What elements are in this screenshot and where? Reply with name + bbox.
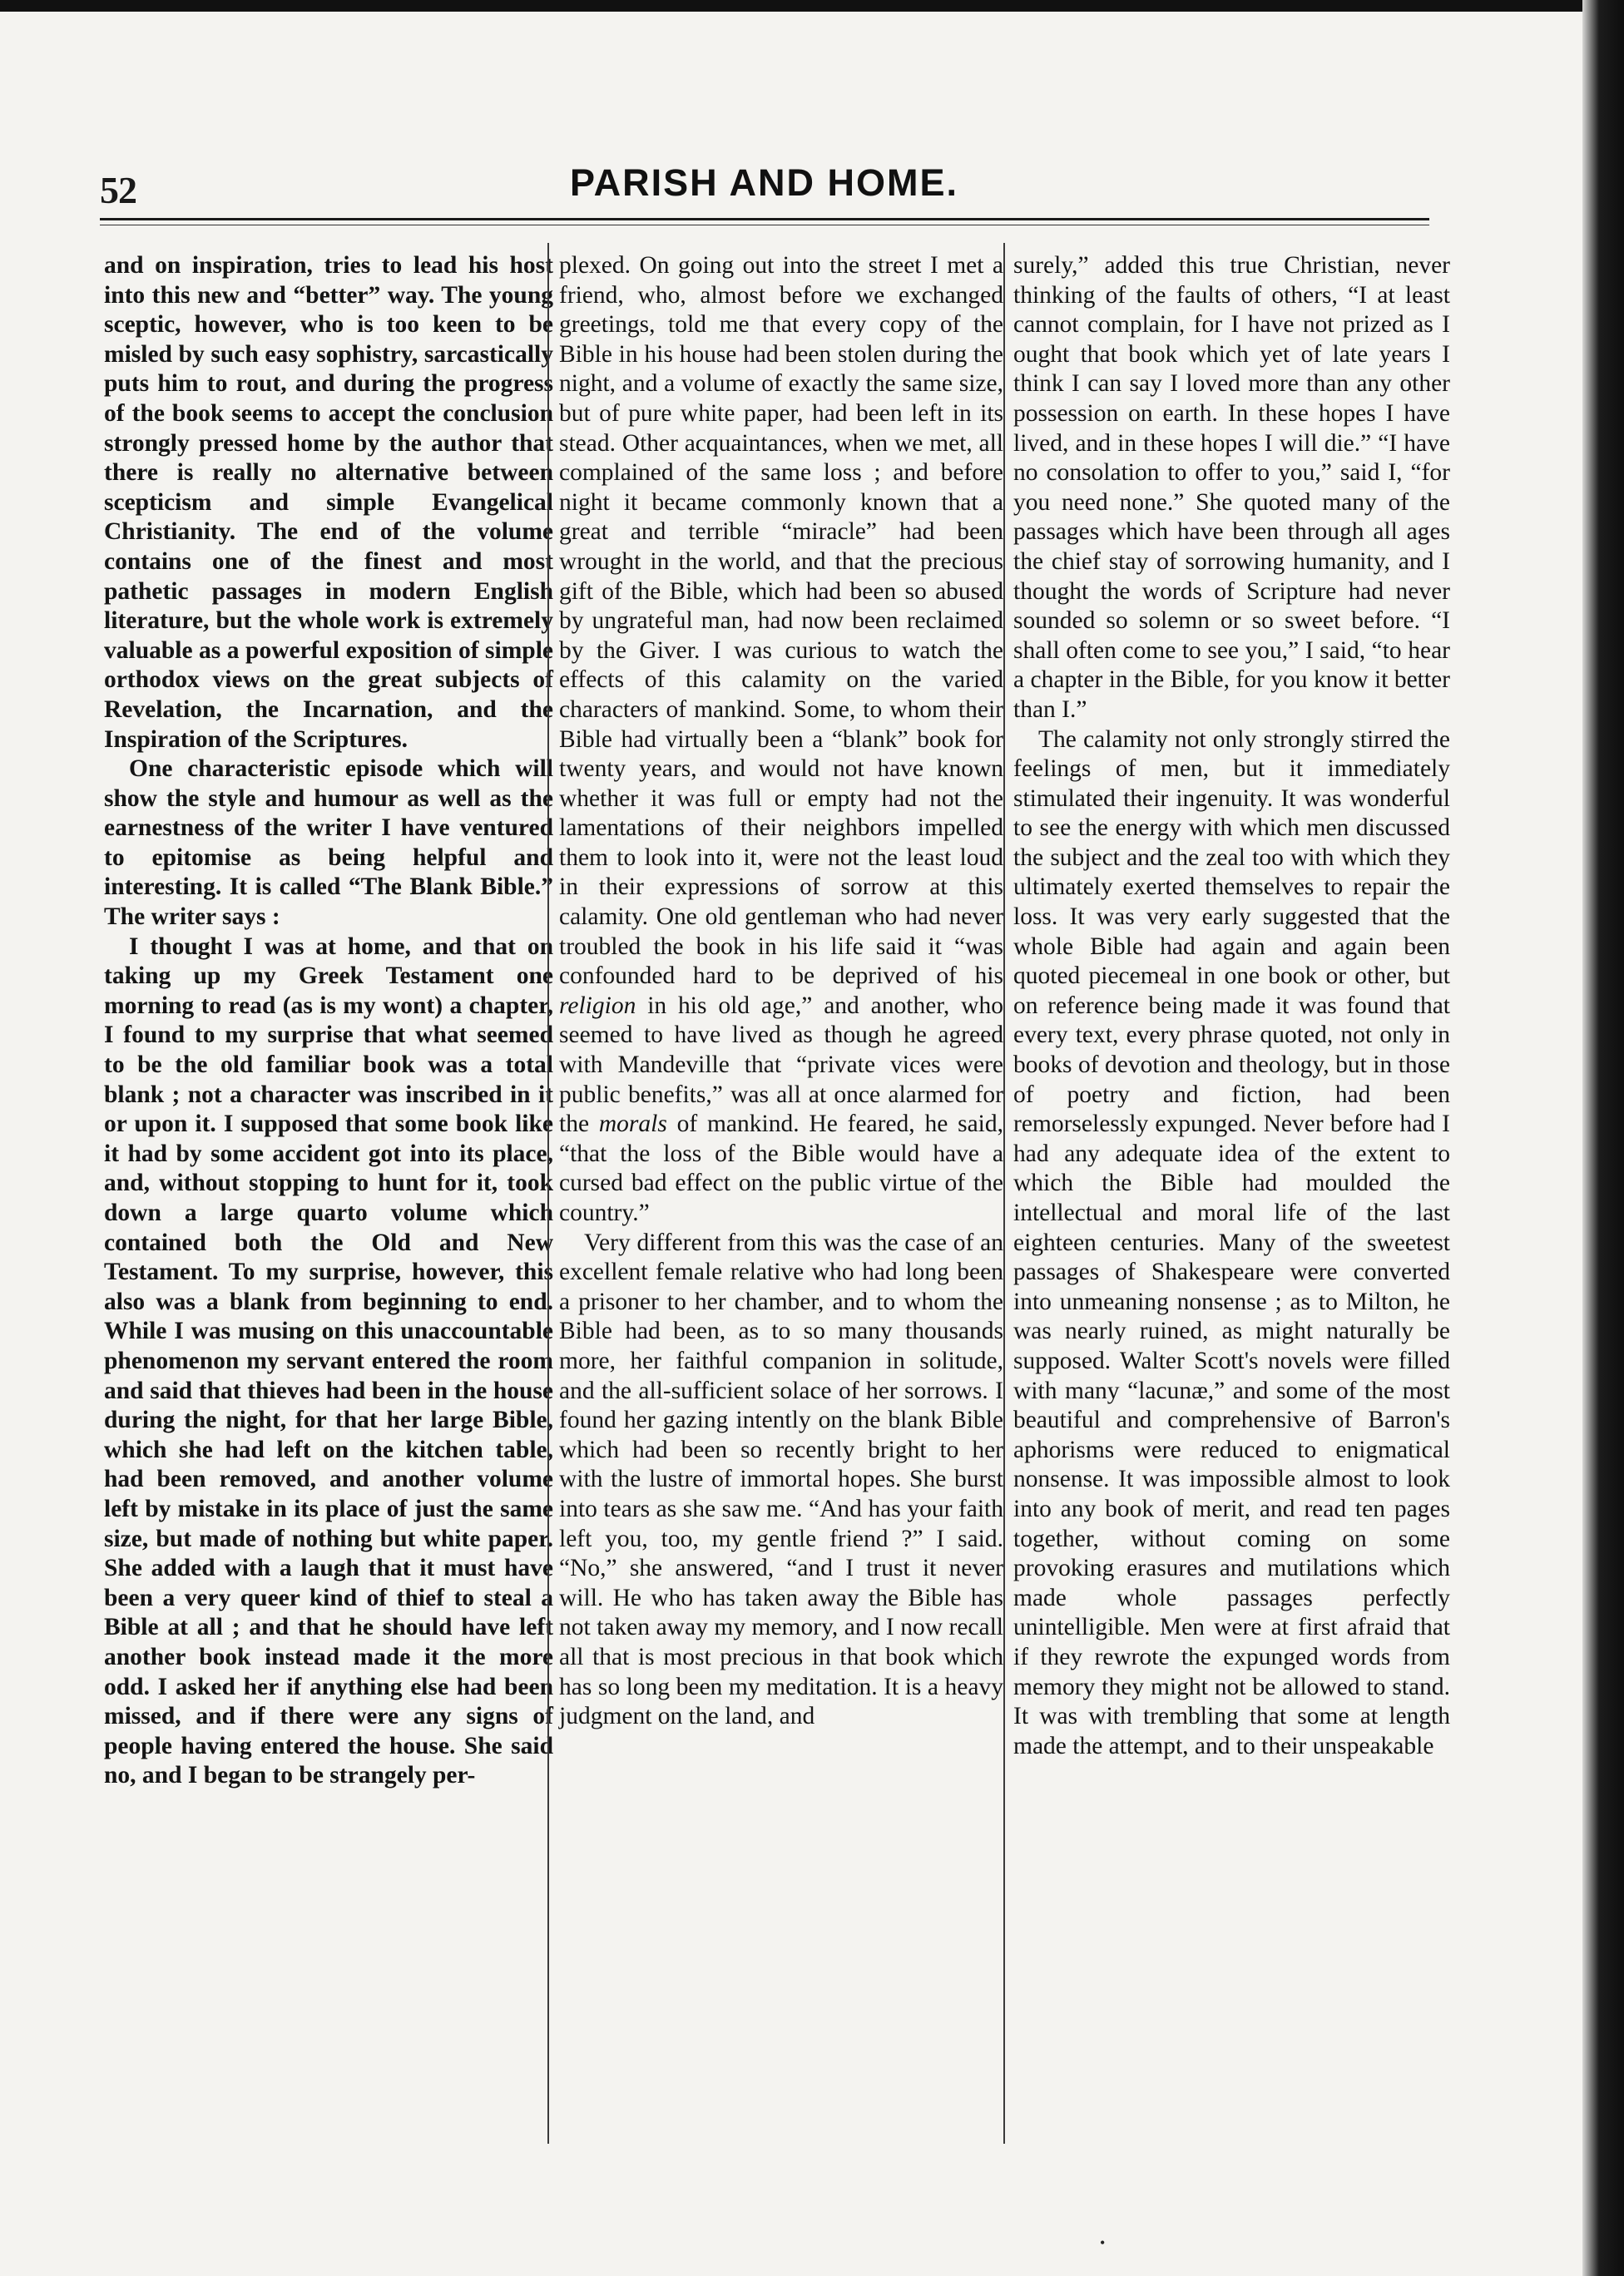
column-3-paragraph-1: surely,” added this true Christian, never thinking of the faults of others, “I at least cannot complain, for I have not prized as I ought that book which yet of late years I think I can say I loved more than any other possession on earth. In these hopes I have lived, and in these hopes I will die.” “I have no consolation to offer to you,” said I, “for you need none.” She quoted many of the passages which have been through all ages the chief stay of sorrowing humanity, and I thought the words of Scripture had never sounded so solemn or so sweet before. “I shall often come to see you,” I said, “to hear a chapter in the Bible, for you know it better than I.” — [1013, 252, 1450, 723]
scan-right-edge — [1582, 0, 1624, 2276]
page-header — [100, 158, 1431, 216]
column-2-text-b: in his old age,” and another, who seemed to have lived as though he agreed with Mandeville that “private vices were public benefits,” was all at once alarmed for the — [559, 992, 1003, 1138]
column-2-text-c: of mankind. He feared, he said, “that the loss of the Bible would have a cursed bad effect on the public virtue of the country.” — [559, 1111, 1003, 1226]
column-2-italic-morals: morals — [598, 1111, 667, 1138]
column-1-paragraph-1: and on inspiration, tries to lead his host into this new and “better” way. The young sceptic, however, who is too keen to be misled by such easy sophistry, sarcastically puts him to rout, and during the progress of the book seems to accept the conclusion strongly pressed home by the author that there is really no alternative between scepticism and simple Evangelical Christianity. The end of the volume contains one of the finest and most pathetic passages in modern English literature, but the whole work is extremely valuable as a powerful exposition of simple orthodox views on the great subjects of Revelation, the Incarnation, and the Inspiration of the Scriptures. — [104, 252, 553, 753]
page-number: 52 — [100, 169, 136, 211]
footer-dot: • — [1100, 2234, 1106, 2251]
column-2-paragraph-2: Very different from this was the case of an excellent female relative who had long been a prisoner to her chamber, and to whom the Bible had been, as to so many thousands more, her faithful companion in solitude, and the all-sufficient solace of her sorrows. I found her gazing intently on the blank Bible which had been so recently bright to her with the lustre of immortal hopes. She burst into tears as she saw me. “And has your faith left you, too, my gentle friend ?” I said. “No,” she answered, “and I trust it never will. He who has taken away the Bible has not taken away my memory, and I now recall all that is most precious in that book which has so long been my meditation. It is a heavy judgment on the land, and — [559, 1229, 1003, 1730]
header-rule — [100, 218, 1429, 220]
magazine-page — [0, 12, 1582, 2276]
column-1 — [104, 251, 553, 1791]
column-divider-1 — [547, 243, 549, 2144]
column-2-text-a: plexed. On going out into the street I met a friend, who, almost before we exchanged greetings, told me that every copy of the Bible in his house had been stolen during the night, and a volume of exactly the same size, but of pure white paper, had been left in its stead. Other acquaintances, when we met, all complained of the same loss ; and before night it became commonly known that a great and terrible “miracle” had been wrought in the world, and that the precious gift of the Bible, which had been so abused by ungrateful man, had now been reclaimed by the Giver. I was curious to watch the effects of this calamity on the varied characters of mankind. Some, to whom their Bible had virtually been a “blank” book for twenty years, and would not have known whether it was full or empty had not the lamentations of their neighbors impelled them to look into it, were not the least loud in their expressions of sorrow at this calamity. One old gentleman who had never troubled the book in his life said it “was confounded hard to be deprived of his — [559, 252, 1003, 990]
column-1-paragraph-3: I thought I was at home, and that on taking up my Greek Testament one morning to read (as is my wont) a chapter, I found to my surprise that what seemed to be the old familiar book was a total blank ; not a character was inscribed in it or upon it. I supposed that some book like it had by some accident got into its place, and, without stopping to hunt for it, took down a large quarto volume which contained both the Old and New Testament. To my surprise, however, this also was a blank from beginning to end. While I was musing on this unaccountable phenomenon my servant entered the room and said that thieves had been in the house during the night, for that her large Bible, which she had left on the kitchen table, had been removed, and another volume left by mistake in its place of just the same size, but made of nothing but white paper. She added with a laugh that it must have been a very queer kind of thief to steal a Bible at all ; and that he should have left another book instead made it the more odd. I asked her if anything else had been missed, and if there were any signs of people having entered the house. She said no, and I began to be strangely per- — [104, 933, 553, 1789]
column-1-paragraph-2: One characteristic episode which will show the style and humour as well as the earnestness of the writer I have ventured to epitomise as being helpful and interesting. It is called “The Blank Bible.” The writer says : — [104, 755, 553, 931]
column-2-paragraph-1 — [559, 251, 1003, 1229]
scan-top-edge — [0, 0, 1624, 12]
column-2-italic-religion: religion — [559, 992, 636, 1019]
column-2 — [559, 251, 1003, 1732]
column-3-paragraph-2: The calamity not only strongly stirred the feelings of men, but it immediately stimulated their ingenuity. It was wonderful to see the energy with which men discussed the subject and the zeal too with which they ultimately exerted themselves to repair the loss. It was very early suggested that the whole Bible had again and again been quoted piecemeal in one book or other, but on reference being made it was found that every text, every phrase quoted, not only in books of devotion and theology, but in those of poetry and fiction, had been remorselessly expunged. Never before had I had any adequate idea of the extent to which the Bible had moulded the intellectual and moral life of the last eighteen centuries. Many of the sweetest passages of Shakespeare were converted into unmeaning nonsense ; as to Milton, he was nearly ruined, as might naturally be supposed. Walter Scott's novels were filled with many “lacunæ,” and some of the most beautiful and comprehensive of Barron's aphorisms were reduced to enigmatical nonsense. It was impossible almost to look into any book of merit, and read ten pages together, without coming on some provoking erasures and mutilations which made whole passages perfectly unintelligible. Men were at first afraid that if they rewrote the expunged words from memory they might not be allowed to stand. It was with trembling that some at length made the attempt, and to their unspeakable — [1013, 725, 1450, 1759]
page-title: PARISH AND HOME. — [570, 161, 959, 204]
column-3 — [1013, 251, 1450, 1761]
column-divider-2 — [1003, 243, 1005, 2144]
